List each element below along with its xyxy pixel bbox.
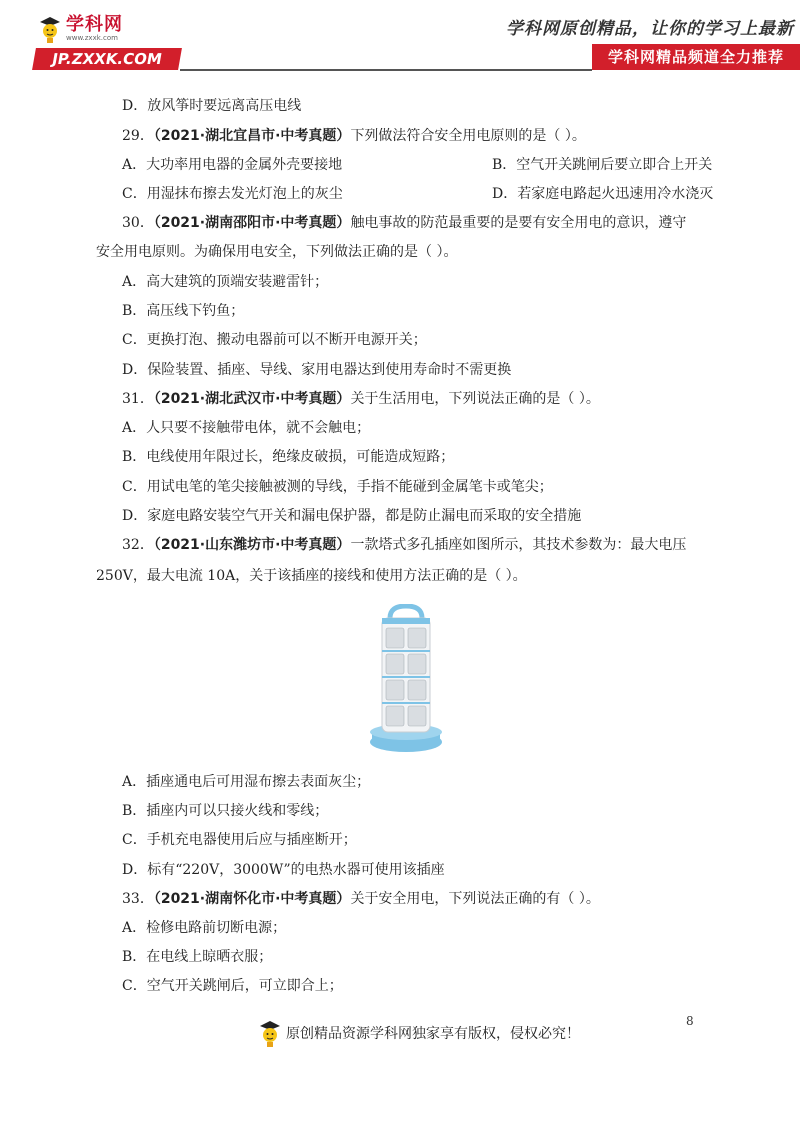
header-slogan: 学科网原创精品，让你的学习上最新 xyxy=(506,19,794,39)
option-line: B．插座内可以只接火线和零线； xyxy=(122,803,329,819)
question-continuation: 安全用电原则。为确保用电安全，下列做法正确的是（ ）。 xyxy=(96,244,458,260)
option-line: C．更换打泡、搬动电器前可以不断开电源开关； xyxy=(122,332,427,348)
question-source: （2021·湖南怀化市·中考真题） xyxy=(153,891,351,907)
question-30: 30．（2021·湖南邵阳市·中考真题）触电事故的防范最重要的是要有安全用电的意识，遵守 xyxy=(122,215,687,231)
copyright-notice: 原创精品资源学科网独家享有版权，侵权必究！ xyxy=(286,1026,580,1042)
option-line: A．检修电路前切断电源； xyxy=(122,920,287,936)
option-line: A．插座通电后可用湿布擦去表面灰尘； xyxy=(122,774,371,790)
option-line: D．放风筝时要远离高压电线 xyxy=(122,98,302,114)
logo-url: www.zxxk.com xyxy=(66,34,118,42)
header-banner: 学科网精品频道全力推荐 xyxy=(592,44,800,70)
page-footer xyxy=(258,1018,580,1048)
tower-socket-image xyxy=(368,604,444,754)
question-31: 31．（2021·湖北武汉市·中考真题）关于生活用电，下列说法正确的是（ ）。 xyxy=(122,391,600,407)
option-line: D．家庭电路安装空气开关和漏电保护器，都是防止漏电而采取的安全措施 xyxy=(122,508,582,524)
logo-name: 学科网 xyxy=(66,14,123,35)
question-continuation: 250V，最大电流 10A，关于该插座的接线和使用方法正确的是（ ）。 xyxy=(96,568,527,584)
mascot-icon xyxy=(258,1018,282,1048)
option-c: C．用湿抹布擦去发光灯泡上的灰尘 xyxy=(122,186,343,202)
question-source: （2021·山东潍坊市·中考真题） xyxy=(153,537,351,553)
option-d: D．若家庭电路起火迅速用冷水浇灭 xyxy=(492,186,714,202)
option-a: A．大功率用电器的金属外壳要接地 xyxy=(122,157,343,173)
option-row xyxy=(122,184,714,204)
option-line: C．手机充电器使用后应与插座断开； xyxy=(122,832,357,848)
question-source: （2021·湖北宜昌市·中考真题） xyxy=(153,128,351,144)
page-header xyxy=(0,0,800,80)
question-32: 32．（2021·山东潍坊市·中考真题）一款塔式多孔插座如图所示，其技术参数为：最大电压 xyxy=(122,537,687,553)
option-row xyxy=(122,155,713,175)
page-number: 8 xyxy=(686,1014,694,1028)
header-divider xyxy=(180,69,592,71)
option-line: D．标有“220V，3000W”的电热水器可使用该插座 xyxy=(122,862,445,878)
option-line: C．空气开关跳闸后，可立即合上； xyxy=(122,978,343,994)
option-line: B．电线使用年限过长，绝缘皮破损，可能造成短路； xyxy=(122,449,455,465)
question-source: （2021·湖北武汉市·中考真题） xyxy=(153,391,351,407)
option-line: D．保险装置、插座、导线、家用电器达到使用寿命时不需更换 xyxy=(122,362,512,378)
option-line: A．人只要不接触带电体，就不会触电； xyxy=(122,420,371,436)
option-line: B．在电线上晾晒衣服； xyxy=(122,949,273,965)
option-line: B．高压线下钓鱼； xyxy=(122,303,245,319)
option-line: C．用试电笔的笔尖接触被测的导线，手指不能碰到金属笔卡或笔尖； xyxy=(122,479,553,495)
mascot-icon xyxy=(38,14,62,44)
option-b: B．空气开关跳闸后要立即合上开关 xyxy=(492,157,713,173)
option-line: A．高大建筑的顶端安装避雷针； xyxy=(122,274,329,290)
logo[interactable] xyxy=(38,14,123,44)
question-33: 33．（2021·湖南怀化市·中考真题）关于安全用电，下列说法正确的有（ ）。 xyxy=(122,891,600,907)
question-source: （2021·湖南邵阳市·中考真题） xyxy=(153,215,351,231)
logo-domain: JP.ZXXK.COM xyxy=(32,48,182,70)
question-29: 29．（2021·湖北宜昌市·中考真题）下列做法符合安全用电原则的是（ ）。 xyxy=(122,128,586,144)
